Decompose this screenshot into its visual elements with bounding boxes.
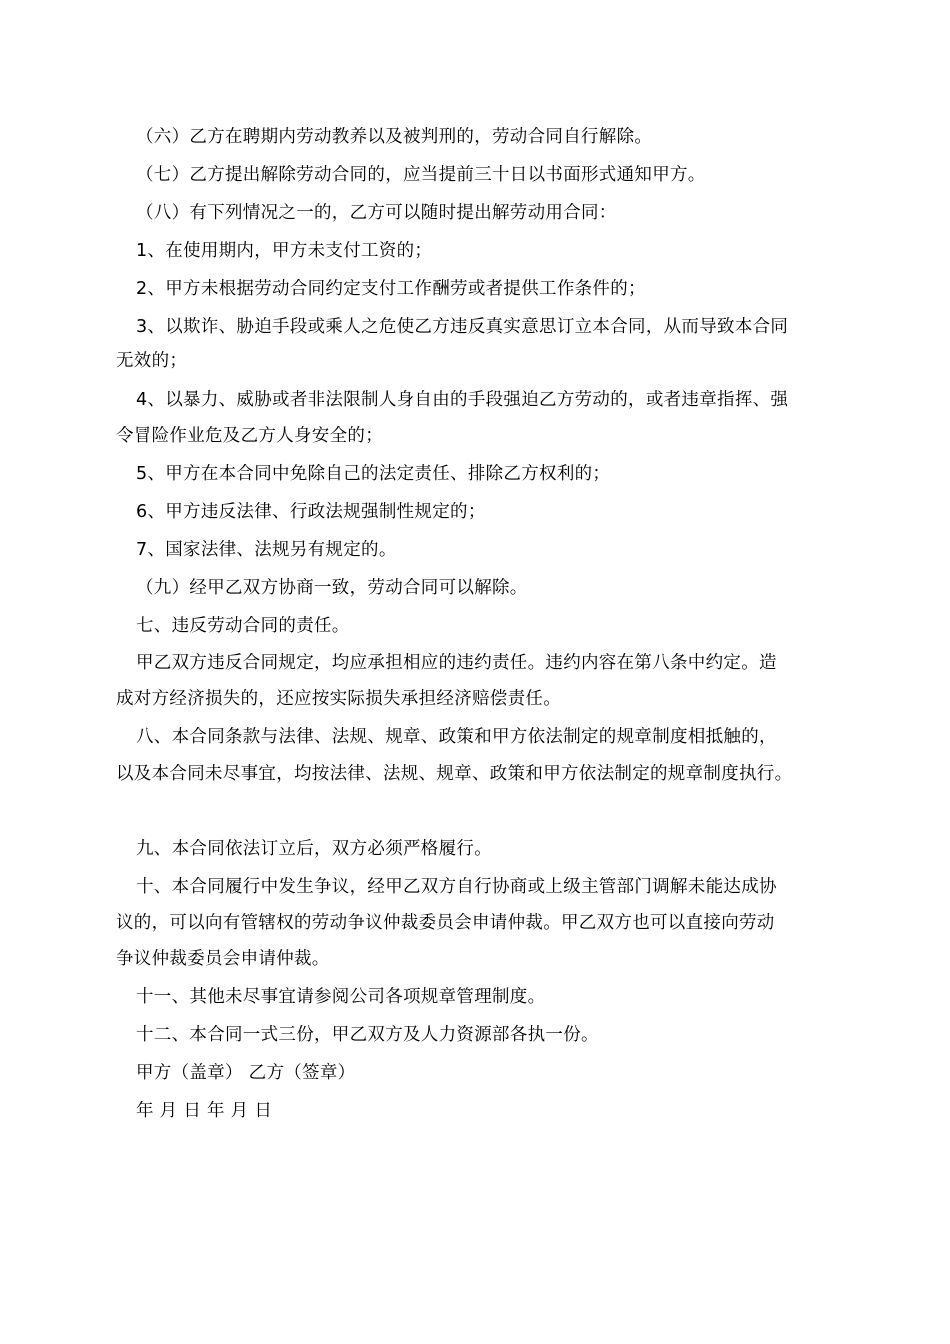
section-9: 九、本合同依法订立后，双方必须严格履行。 [136, 839, 492, 859]
sub-item-1: 1、在使用期内，甲方未支付工资的； [136, 241, 433, 261]
sub-item-3-line-1: 3、以欺诈、胁迫手段或乘人之危使乙方违反真实意思订立本合同，从而导致本合同 [136, 317, 789, 337]
section-7-heading: 七、违反劳动合同的责任。 [136, 616, 350, 636]
sub-item-7: 7、国家法律、法规另有规定的。 [136, 540, 397, 560]
section-11: 十一、其他未尽事宜请参阅公司各项规章管理制度。 [136, 987, 546, 1007]
sub-item-6: 6、甲方违反法律、行政法规强制性规定的； [136, 502, 486, 522]
section-8-line-2: 以及本合同未尽事宜，均按法律、法规、规章、政策和甲方依法制定的规章制度执行。 [116, 764, 793, 784]
clause-6-item-7: （七）乙方提出解除劳动合同的，应当提前三十日以书面形式通知甲方。 [136, 165, 706, 185]
clause-6-item-8: （八）有下列情况之一的，乙方可以随时提出解劳动用合同： [136, 203, 617, 223]
signature-parties: 甲方（盖章） 乙方（签章） [136, 1063, 356, 1083]
sub-item-3-line-2: 无效的； [116, 351, 188, 371]
sub-item-4-line-1: 4、以暴力、威胁或者非法限制人身自由的手段强迫乙方劳动的，或者违章指挥、强 [136, 390, 789, 410]
sub-item-5: 5、甲方在本合同中免除自己的法定责任、排除乙方权利的； [136, 464, 611, 484]
signature-dates: 年 月 日 年 月 日 [136, 1101, 273, 1121]
sub-item-2: 2、甲方未根据劳动合同约定支付工作酬劳或者提供工作条件的； [136, 279, 646, 299]
section-12: 十二、本合同一式三份，甲乙双方及人力资源部各执一份。 [136, 1025, 599, 1045]
section-8-line-1: 八、本合同条款与法律、法规、规章、政策和甲方依法制定的规章制度相抵触的， [136, 727, 777, 747]
sub-item-4-line-2: 令冒险作业危及乙方人身安全的； [116, 426, 383, 446]
section-7-body-line-2: 成对方经济损失的，还应按实际损失承担经济赔偿责任。 [116, 689, 561, 709]
clause-6-item-6: （六）乙方在聘期内劳动教养以及被判刑的，劳动合同自行解除。 [136, 127, 653, 147]
section-10-line-2: 议的，可以向有管辖权的劳动争议仲裁委员会申请仲裁。甲乙双方也可以直接向劳动 [116, 913, 775, 933]
section-10-line-1: 十、本合同履行中发生争议，经甲乙双方自行协商或上级主管部门调解未能达成协 [136, 877, 777, 897]
section-10-line-3: 争议仲裁委员会申请仲裁。 [116, 949, 330, 969]
section-7-body-line-1: 甲乙双方违反合同规定，均应承担相应的违约责任。违约内容在第八条中约定。造 [136, 653, 777, 673]
clause-6-item-9: （九）经甲乙双方协商一致，劳动合同可以解除。 [136, 578, 528, 598]
